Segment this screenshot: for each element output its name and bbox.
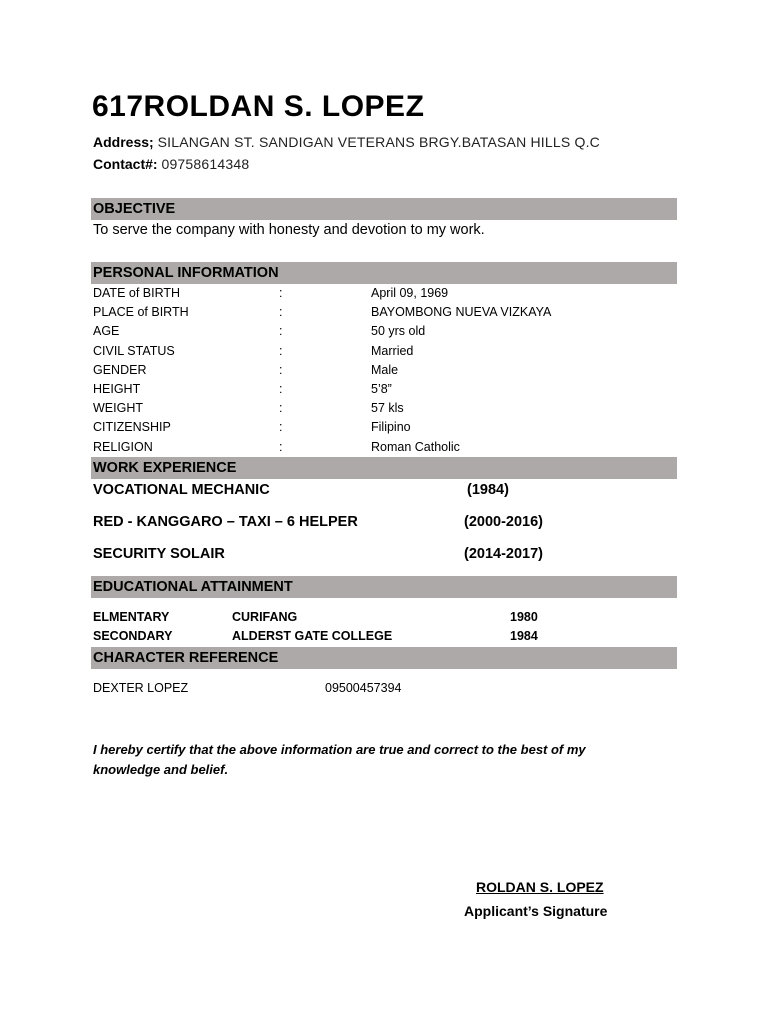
address-label: Address; — [93, 134, 154, 150]
row-value: Male — [371, 363, 399, 377]
row-label: DATE of BIRTH — [93, 286, 181, 300]
row-value: 50 yrs old — [371, 324, 426, 338]
certification-text: I hereby certify that the above information are true and correct to the best of my knowledge and belief. — [93, 742, 586, 777]
contact-value: 09758614348 — [161, 156, 250, 172]
row-separator: : — [279, 382, 283, 396]
address-value: SILANGAN ST. SANDIGAN VETERANS BRGY.BATASAN HILLS Q.C — [157, 134, 600, 150]
work-experience-heading: WORK EXPERIENCE — [91, 457, 677, 479]
job-years: (1984) — [467, 482, 509, 498]
personal-info-row — [93, 324, 677, 343]
job-years: (2000-2016) — [464, 514, 543, 530]
row-value: Filipino — [371, 420, 411, 434]
education-level: ELMENTARY — [93, 610, 170, 624]
row-value: April 09, 1969 — [371, 286, 449, 300]
address-line — [93, 134, 600, 150]
row-label: CIVIL STATUS — [93, 344, 175, 358]
education-school: ALDERST GATE COLLEGE — [232, 629, 393, 643]
row-label: PLACE of BIRTH — [93, 305, 189, 319]
row-separator: : — [279, 324, 283, 338]
education-year: 1984 — [510, 629, 538, 643]
objective-text: To serve the company with honesty and devotion to my work. — [93, 222, 485, 238]
row-label: GENDER — [93, 363, 147, 377]
job-title: SECURITY SOLAIR — [93, 546, 225, 562]
contact-label: Contact#: — [93, 156, 158, 172]
row-label: RELIGION — [93, 440, 153, 454]
row-label: AGE — [93, 324, 120, 338]
education-level: SECONDARY — [93, 629, 173, 643]
job-title: RED - KANGGARO – TAXI – 6 HELPER — [93, 514, 358, 530]
reference-phone: 09500457394 — [325, 681, 402, 695]
applicant-name: 617ROLDAN S. LOPEZ — [92, 90, 425, 123]
personal-info-heading: PERSONAL INFORMATION — [91, 262, 677, 284]
row-label: HEIGHT — [93, 382, 141, 396]
education-heading: EDUCATIONAL ATTAINMENT — [91, 576, 677, 598]
personal-info-row — [93, 363, 677, 382]
personal-info-row — [93, 401, 677, 420]
row-separator: : — [279, 401, 283, 415]
job-years: (2014-2017) — [464, 546, 543, 562]
personal-info-row — [93, 305, 677, 324]
row-value: Married — [371, 344, 414, 358]
personal-info-row — [93, 286, 677, 305]
row-separator: : — [279, 440, 283, 454]
signature-name: ROLDAN S. LOPEZ — [476, 879, 604, 895]
objective-heading: OBJECTIVE — [91, 198, 677, 220]
reference-heading: CHARACTER REFERENCE — [91, 647, 677, 669]
row-value: Roman Catholic — [371, 440, 460, 454]
personal-info-row — [93, 420, 677, 439]
personal-info-row — [93, 382, 677, 401]
row-value: BAYOMBONG NUEVA VIZKAYA — [371, 305, 552, 319]
contact-line — [93, 156, 249, 172]
row-separator: : — [279, 305, 283, 319]
row-separator: : — [279, 344, 283, 358]
job-title: VOCATIONAL MECHANIC — [93, 482, 270, 498]
row-separator: : — [279, 420, 283, 434]
education-school: CURIFANG — [232, 610, 298, 624]
row-value: 5’8” — [371, 382, 392, 396]
row-label: CITIZENSHIP — [93, 420, 171, 434]
personal-info-row — [93, 344, 677, 363]
reference-name: DEXTER LOPEZ — [93, 681, 189, 695]
row-label: WEIGHT — [93, 401, 143, 415]
row-separator: : — [279, 363, 283, 377]
signature-label: Applicant’s Signature — [464, 903, 608, 919]
row-value: 57 kls — [371, 401, 404, 415]
education-year: 1980 — [510, 610, 538, 624]
row-separator: : — [279, 286, 283, 300]
